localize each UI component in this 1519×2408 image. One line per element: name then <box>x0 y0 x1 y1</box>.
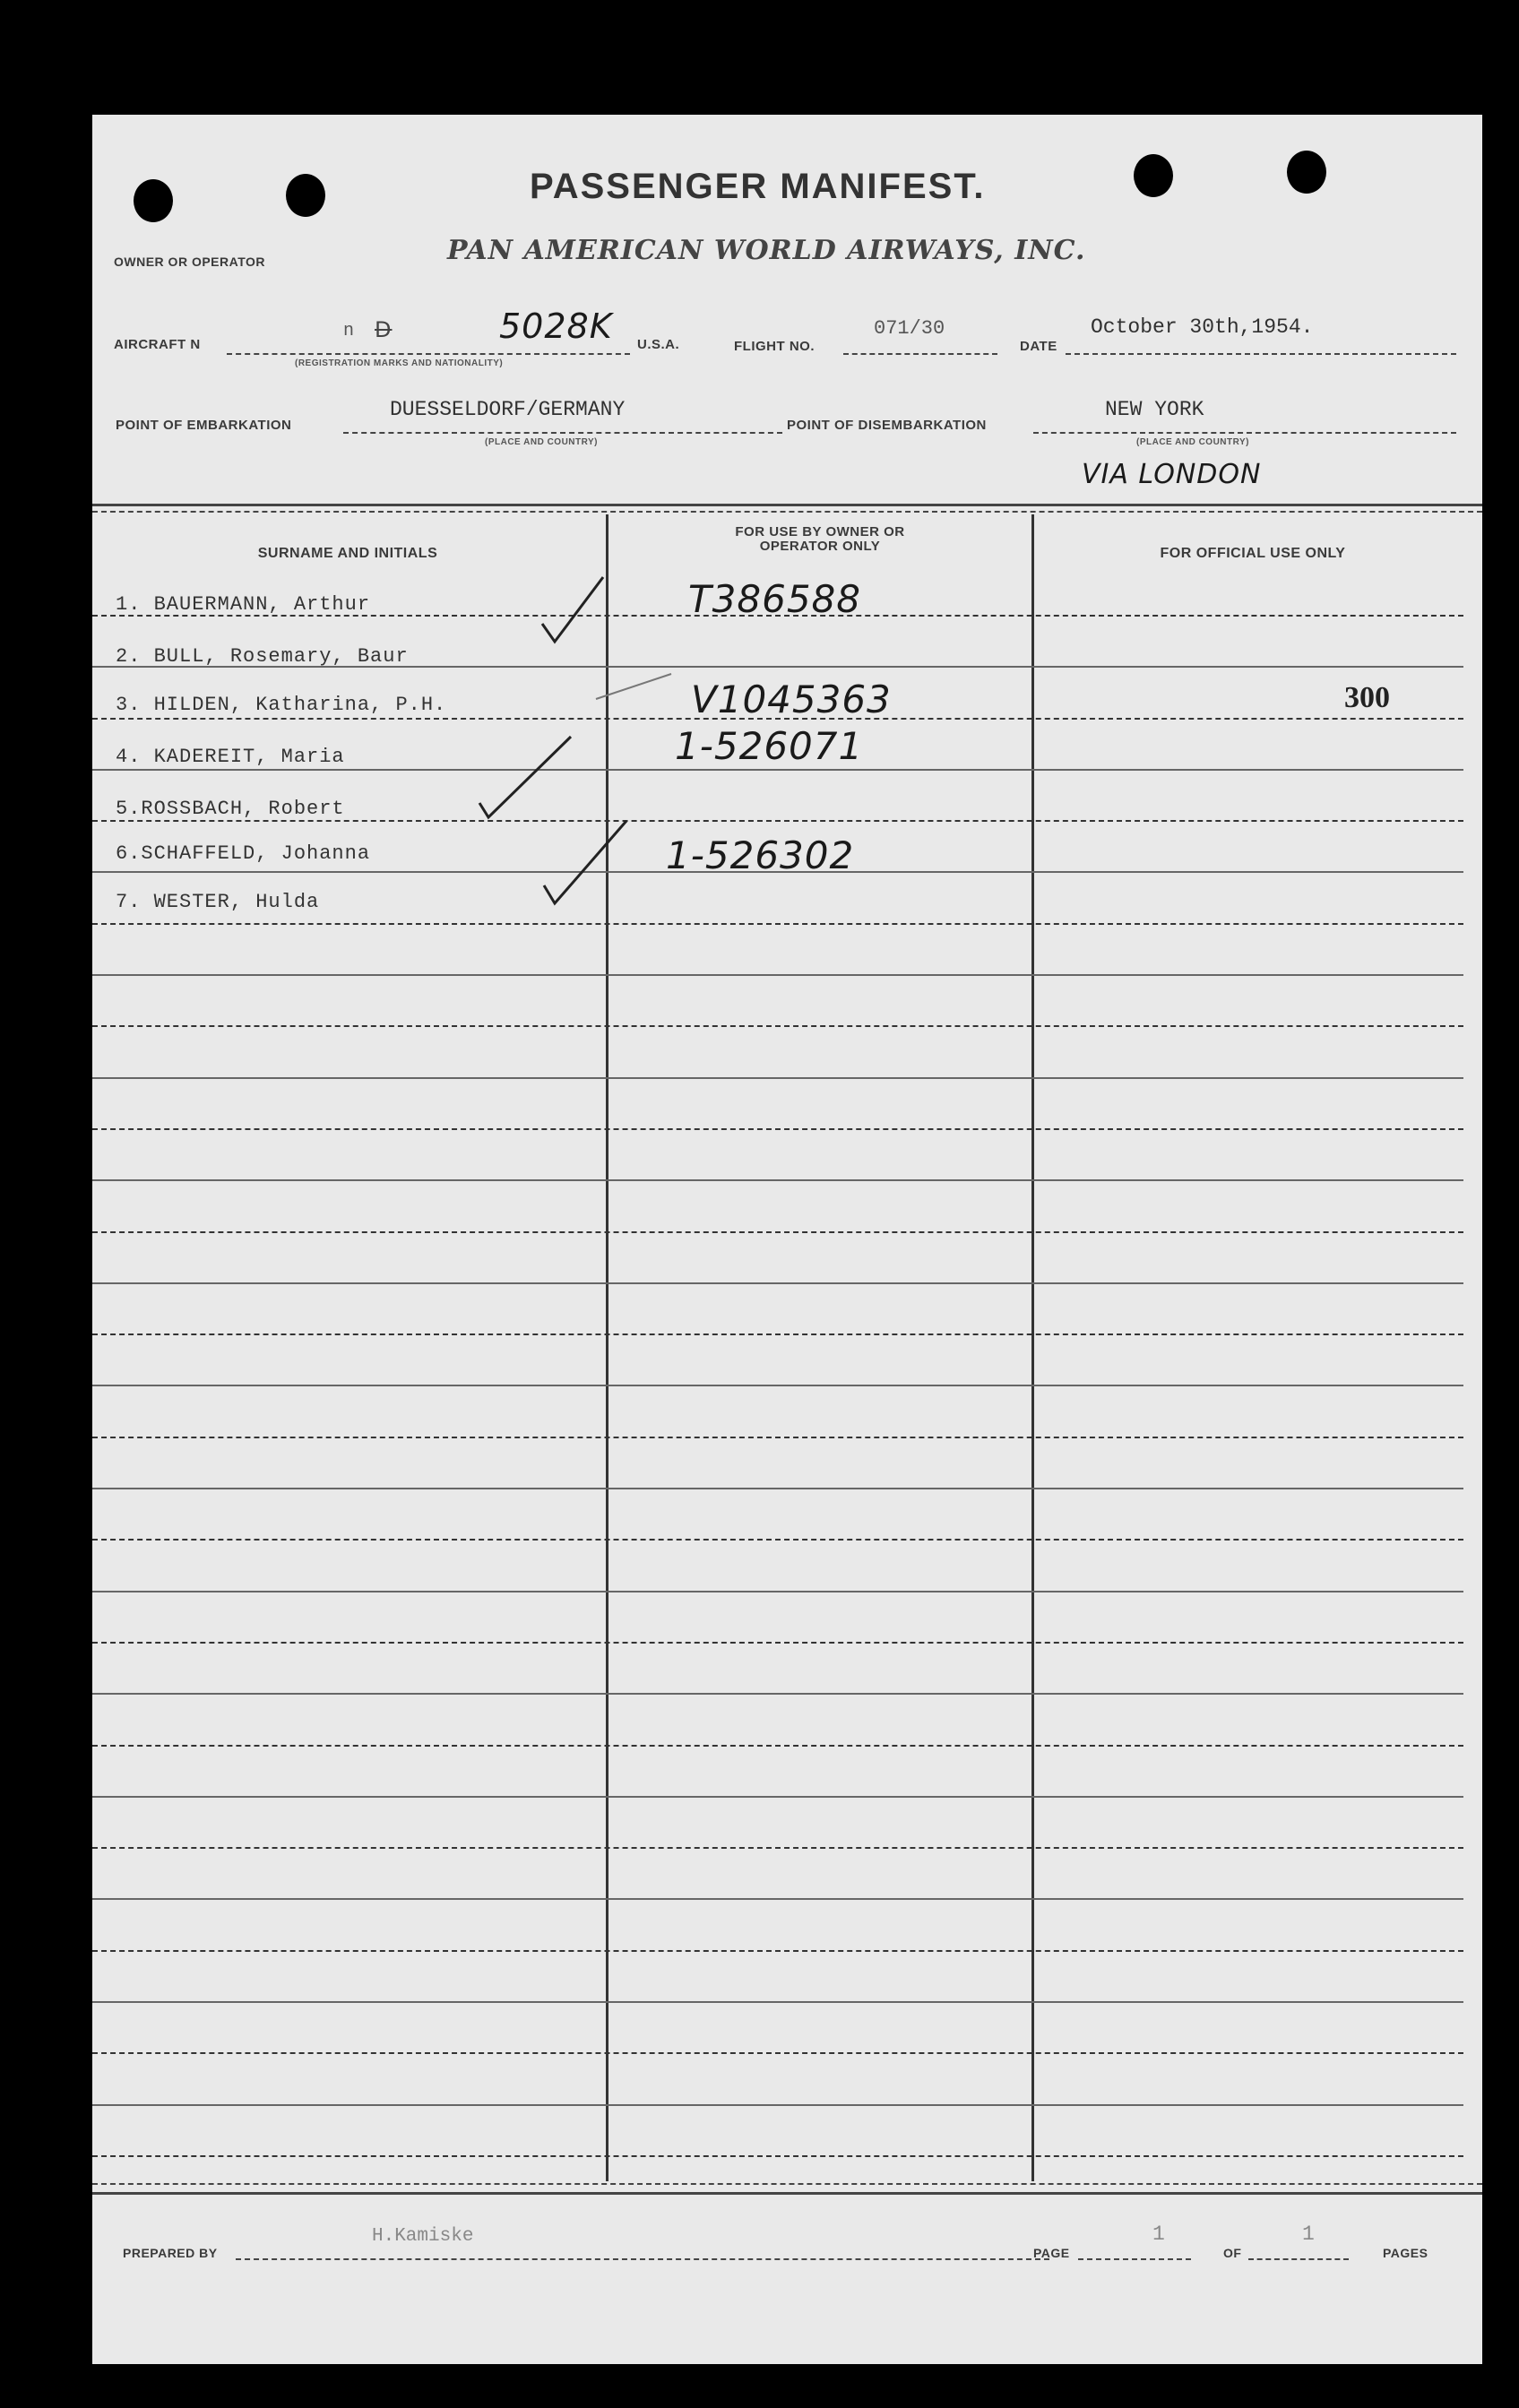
aircraft-number: 5028K <box>499 306 613 346</box>
header-surname: SURNAME AND INITIALS <box>257 546 438 561</box>
check-mark-icon <box>540 570 612 660</box>
prepared-label: PREPARED BY <box>123 2246 218 2260</box>
airline-name: PAN AMERICAN WORLD AIRWAYS, INC. <box>447 235 1086 266</box>
pages-value: 1 <box>1302 2222 1315 2246</box>
page-label: PAGE <box>1033 2246 1070 2260</box>
passenger-ticket: 1-526071 <box>675 724 864 768</box>
passenger-name: 6.SCHAFFELD, Johanna <box>116 842 371 865</box>
passenger-rows <box>92 115 1482 2364</box>
pages-underline <box>1248 2258 1349 2260</box>
date-label: DATE <box>1020 339 1057 354</box>
check-mark-icon <box>542 814 632 912</box>
table-bottom-rule <box>92 2183 1482 2185</box>
aircraft-struck: D <box>375 317 393 342</box>
embark-sublabel: (PLACE AND COUNTRY) <box>485 437 598 447</box>
date-value: October 30th,1954. <box>1091 315 1314 339</box>
disembark-label: POINT OF DISEMBARKATION <box>787 418 987 433</box>
passenger-ticket: T386588 <box>688 577 861 621</box>
embark-label: POINT OF EMBARKATION <box>116 418 292 433</box>
passenger-name: 4. KADEREIT, Maria <box>116 746 345 768</box>
passenger-name: 1. BAUERMANN, Arthur <box>116 593 371 616</box>
passenger-ticket: 1-526302 <box>666 833 855 877</box>
aircraft-label: AIRCRAFT N <box>114 337 201 352</box>
official-code: 300 <box>1344 681 1390 714</box>
passenger-name: 5.ROSSBACH, Robert <box>116 798 345 820</box>
check-mark-icon <box>594 670 675 706</box>
page-value: 1 <box>1152 2222 1165 2246</box>
of-label: OF <box>1223 2246 1242 2260</box>
prepared-underline <box>236 2258 1049 2260</box>
header-owner-use-text: FOR USE BY OWNER OR OPERATOR ONLY <box>735 524 905 554</box>
flight-number: 071/30 <box>874 317 945 340</box>
manifest-sheet <box>92 115 1482 2364</box>
via-note: VIA LONDON <box>1082 459 1262 490</box>
usa-label: U.S.A. <box>637 337 680 352</box>
table-bottom-rule <box>92 2192 1482 2195</box>
disembark-sublabel: (PLACE AND COUNTRY) <box>1136 437 1249 447</box>
pages-label: PAGES <box>1383 2246 1428 2260</box>
page-underline <box>1078 2258 1191 2260</box>
passenger-ticket: V1045363 <box>691 678 892 721</box>
disembark-value: NEW YORK <box>1105 398 1204 421</box>
aircraft-sublabel: (REGISTRATION MARKS AND NATIONALITY) <box>295 358 504 368</box>
page-title: PASSENGER MANIFEST. <box>530 167 986 206</box>
embark-value: DUESSELDORF/GERMANY <box>390 398 626 421</box>
header-official-use: FOR OFFICIAL USE ONLY <box>1160 546 1346 561</box>
aircraft-prefix: n <box>343 321 355 341</box>
flight-label: FLIGHT NO. <box>734 339 815 354</box>
passenger-name: 2. BULL, Rosemary, Baur <box>116 645 409 668</box>
passenger-name: 3. HILDEN, Katharina, P.H. <box>116 694 447 716</box>
passenger-name: 7. WESTER, Hulda <box>116 891 320 913</box>
owner-label: OWNER OR OPERATOR <box>114 255 265 269</box>
prepared-value: H.Kamiske <box>372 2226 474 2247</box>
